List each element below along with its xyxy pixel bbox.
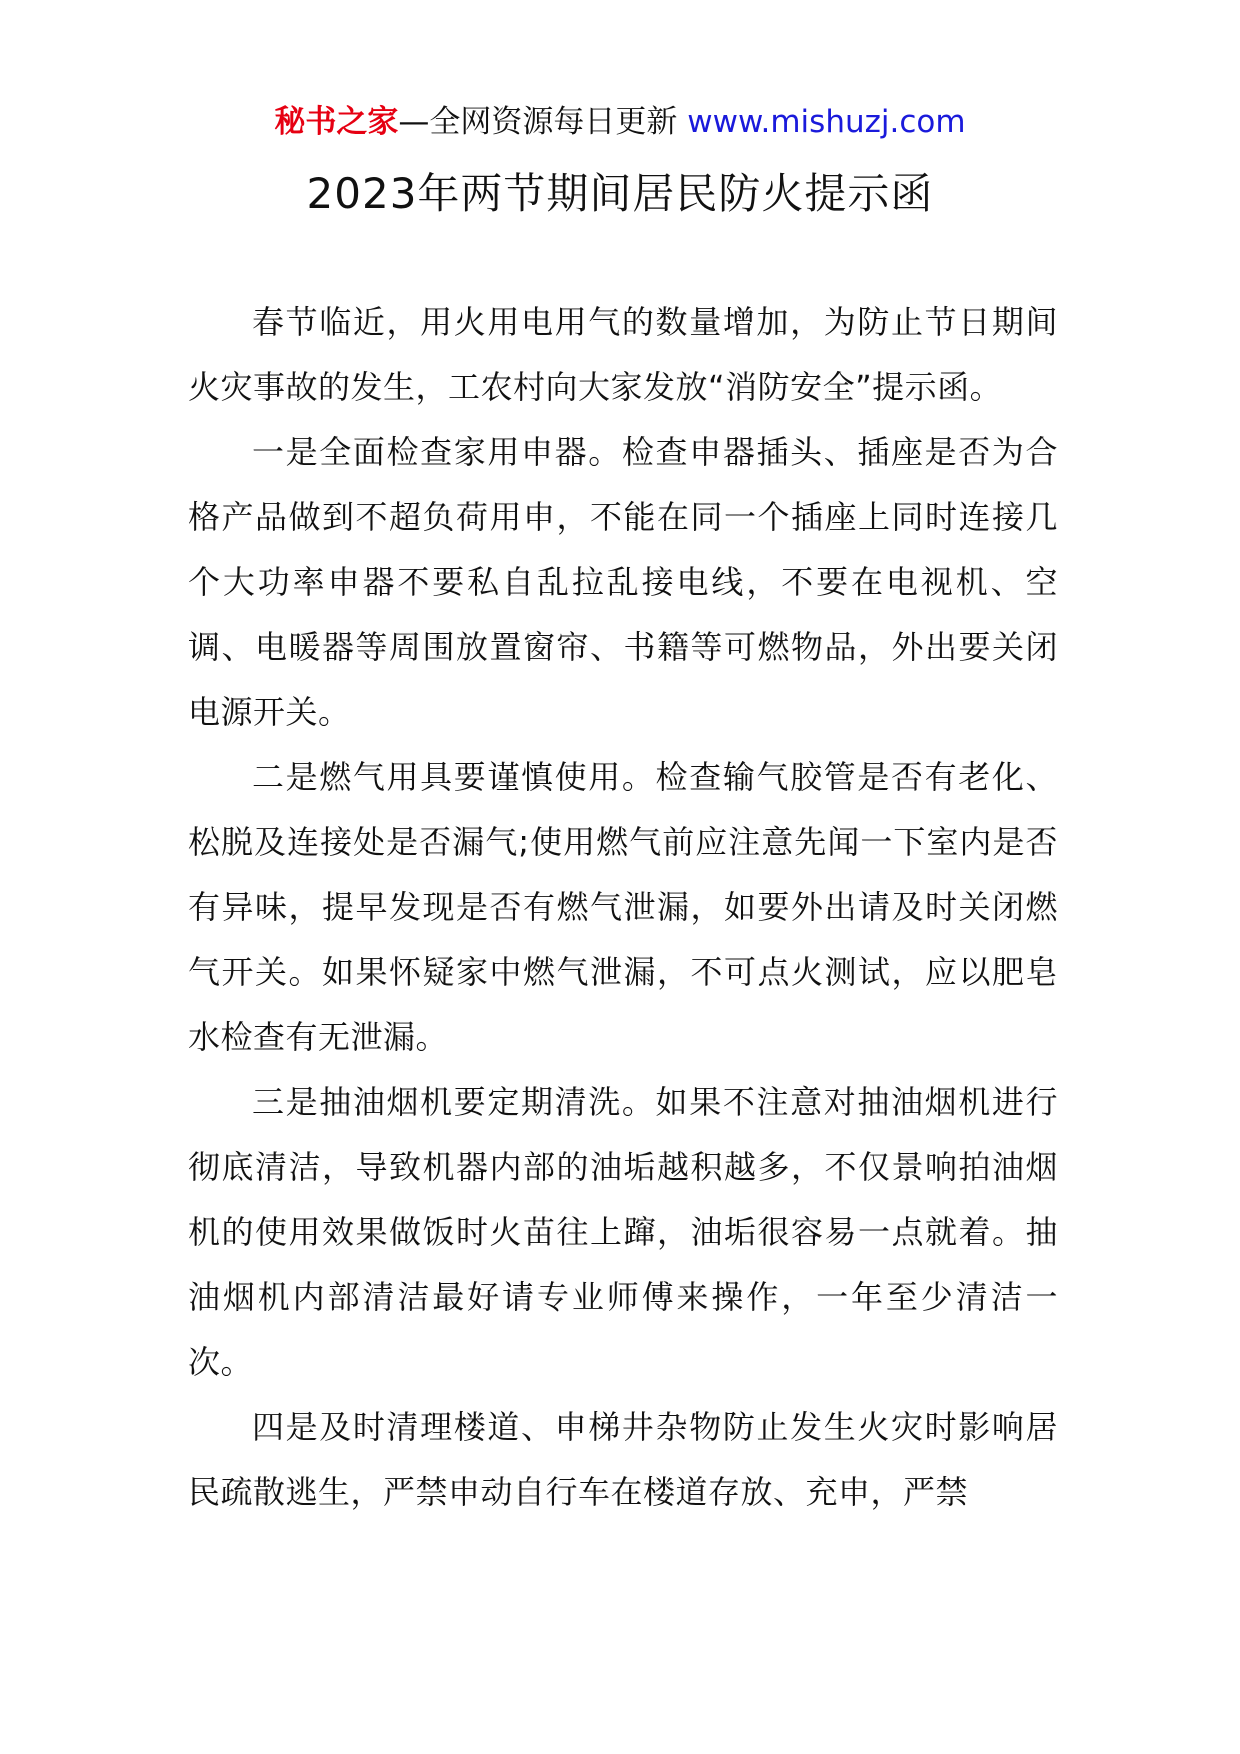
paragraph-intro: 春节临近，用火用电用气的数量增加，为防止节日期间火灾事故的发生，工农村向大家发放“消防安全”提示函。: [188, 303, 1058, 406]
paragraph-corridor: 四是及时清理楼道、申梯井杂物防止发生火灾时影响居民疏散逃生，严禁申动自行车在楼道存放、充申，严禁: [188, 1408, 1058, 1511]
paragraph-electrical-safety: 一是全面检查家用申器。检查申器插头、插座是否为合格产品做到不超负荷用申，不能在同一个插座上同时连接几个大功率申器不要私自乱拉乱接电线，不要在电视机、空调、电暖器等周围放置窗帘、书籍等可燃物品，外出要关闭电源开关。: [188, 433, 1058, 731]
paragraph-range-hood: 三是抽油烟机要定期清洗。如果不注意对抽油烟机进行彻底清洁，导致机器内部的油垢越积越多，不仅景响拍油烟机的使用效果做饭时火苗往上蹿，油垢很容易一点就着。抽油烟机内部清洁最好请专业师傅来操作，一年至少清洁一次。: [188, 1083, 1058, 1381]
document-body: [188, 290, 1058, 1525]
site-header: [0, 102, 1240, 142]
paragraph-gas-safety: 二是燃气用具要谨慎使用。检查输气胶管是否有老化、松脱及连接处是否漏气;使用燃气前应注意先闻一下室内是否有异味，提早发现是否有燃气泄漏，如要外出请及时关闭燃气开关。如果怀疑家中燃气泄漏，不可点火测试，应以肥皂水检查有无泄漏。: [188, 758, 1058, 1056]
site-name: 秘书之家: [274, 104, 399, 140]
document-title: 2023年两节期间居民防火提示函: [306, 169, 934, 218]
site-url-link[interactable]: www.mishuzj.com: [687, 104, 966, 140]
site-tagline: —全网资源每日更新: [398, 104, 688, 140]
